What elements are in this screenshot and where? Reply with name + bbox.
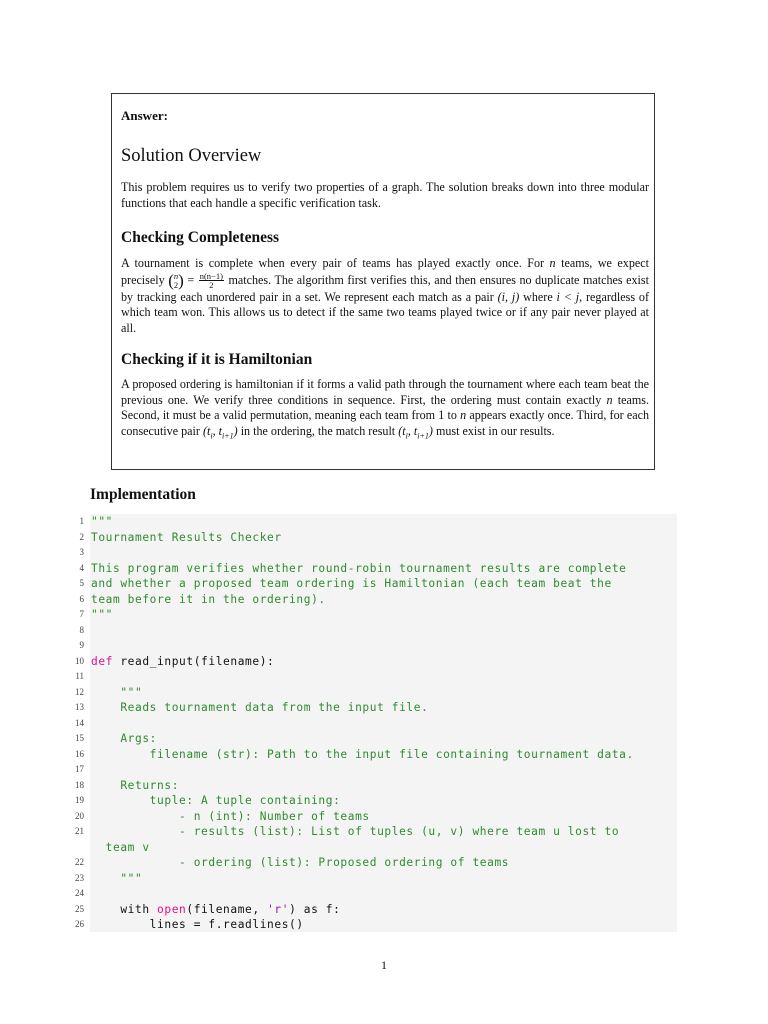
code-line: filename (str): Path to the input file containing tournament data.: [91, 747, 634, 761]
code-line: Returns:: [91, 778, 180, 792]
code-block: [75, 514, 677, 932]
implementation-heading: Implementation: [90, 486, 196, 503]
code-line-number: 8: [79, 624, 84, 635]
code-line: lines = f.readlines(): [91, 918, 304, 931]
code-line: Reads tournament data from the input file.: [91, 701, 429, 714]
code-line-number: 3: [79, 547, 84, 557]
page-number: 1: [381, 958, 387, 972]
code-line: This program verifies whether round-robin tournament results are complete: [91, 561, 627, 575]
answer-label: Answer:: [121, 108, 168, 123]
code-line-number: 5: [79, 578, 84, 588]
code-line-number: 14: [75, 717, 84, 728]
code-line-number: 4: [79, 562, 84, 573]
code-line: """: [91, 871, 143, 885]
code-line-number: 16: [75, 748, 84, 759]
code-line-number: 19: [75, 795, 84, 805]
code-line: """: [91, 685, 143, 699]
hamiltonian-title: Checking if it is Hamiltonian: [121, 351, 313, 368]
code-line: """: [91, 608, 114, 621]
code-line-number: 23: [75, 872, 84, 883]
code-line-number: 7: [79, 609, 84, 619]
code-line-number: 22: [75, 857, 84, 867]
completeness-text: A tournament is complete when every pair of teams has played exactly once. For n teams, we expect precisely ( n 2 ) = $\frac{n(n-1)}{2}$ matches. The algorithm first verifies this, and then ensures no duplicate matches exist by tracking each unordered pair in a set. We represent each match as a pair (i, j) where i < j, regardless of which team won. This allows us to detect if the same two teams played twice or if any pair never played at all.: [121, 256, 649, 335]
code-line: - ordering (list): Proposed ordering of teams: [91, 856, 510, 869]
code-line-number: 1: [79, 516, 84, 526]
code-line-number: 17: [75, 764, 84, 774]
hamiltonian-text: A proposed ordering is hamiltonian if it forms a valid path through the tournament where each team beat the previous one. We verify three conditions in sequence. First, the ordering must contain exactly n teams. Second, it must be a valid permutation, meaning each team from 1 to n appears exactly once. Third, for each consecutive pair ($t_i$, $t_{i+1}$) in the ordering, the match result ($t_i$, $t_{i+1}$) must exist in our results.: [121, 377, 649, 441]
code-line: """: [91, 515, 114, 528]
code-line-number: 15: [75, 733, 84, 743]
code-line-number: 12: [75, 686, 84, 697]
code-line: team before it in the ordering).: [91, 592, 326, 606]
code-line-number: 10: [75, 655, 84, 666]
code-line: and whether a proposed team ordering is Hamiltonian (each team beat the: [91, 577, 612, 590]
code-line-number: 6: [79, 593, 84, 604]
code-line-number: 11: [75, 671, 84, 681]
code-line: - n (int): Number of teams: [91, 809, 370, 823]
code-line-number: 13: [75, 702, 84, 712]
completeness-title: Checking Completeness: [121, 229, 280, 246]
solution-overview-title: Solution Overview: [121, 146, 262, 166]
code-line: def read_input(filename):: [91, 654, 275, 668]
solution-overview-text: This problem requires us to verify two properties of a graph. The solution breaks down into three modular functions that each handle a specific verification task.: [121, 180, 649, 210]
code-line: team v: [91, 840, 150, 854]
code-line-number: 18: [75, 779, 84, 790]
code-line: tuple: A tuple containing:: [91, 794, 341, 807]
code-line: - results (list): List of tuples (u, v) where team u lost to: [91, 825, 620, 838]
code-line-number: 26: [75, 919, 84, 929]
code-line: Args:: [91, 732, 158, 745]
code-line-number: 2: [79, 531, 84, 542]
code-line-number: 24: [75, 888, 84, 898]
code-line-number: 25: [75, 903, 84, 914]
code-line-number: 9: [79, 640, 84, 650]
code-line-number: 20: [75, 810, 84, 821]
code-line-number: [0, 840, 84, 856]
code-line-number: 21: [75, 826, 84, 836]
answer-box: [111, 93, 655, 470]
code-line: with open(filename, 'r') as f:: [91, 902, 341, 916]
code-line: Tournament Results Checker: [91, 530, 282, 544]
